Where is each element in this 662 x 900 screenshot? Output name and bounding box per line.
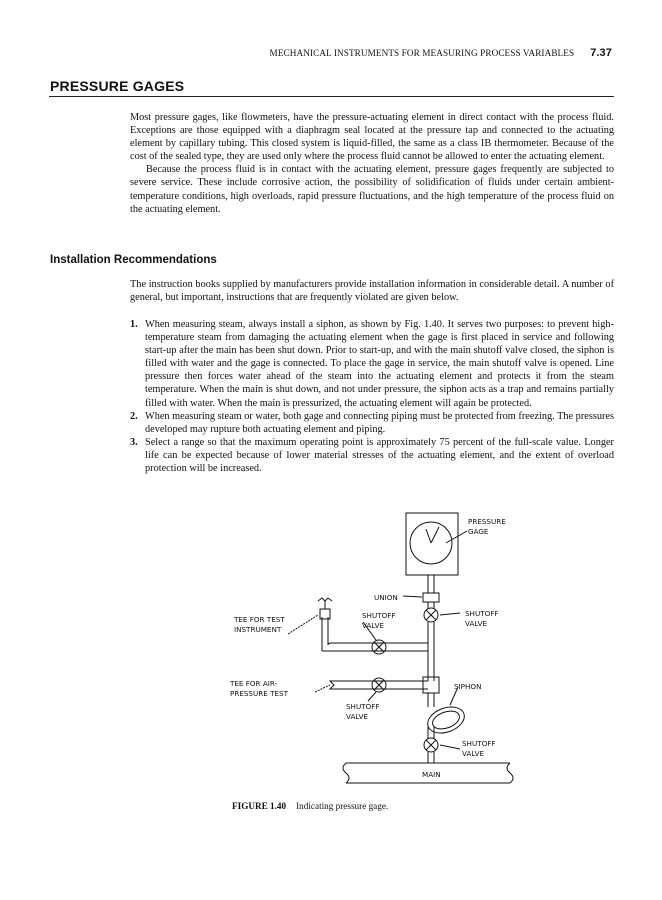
label-shutoff-low-2: VALVE	[346, 712, 369, 721]
label-shutoff-top-2: VALVE	[465, 619, 488, 628]
paragraph: The instruction books supplied by manufacturers provide installation information in considerable detail. A number of general, but important, instructions that are frequently violated are given below.	[130, 279, 614, 304]
section-title: PRESSURE GAGES	[50, 78, 185, 94]
paragraph: Most pressure gages, like flowmeters, have the pressure-actuating element in direct contact with the process fluid. Exceptions are those equipped with a diaphragm seal located at the pressure tap and connected to the actuating element by capillary tubing. This closed system is liquid-filled, the same as a class IB thermometer. Because of the cost of the sealed type, they are used only where the process fluid cannot be allowed to enter the actuating element.	[130, 112, 614, 163]
air-test-tee	[330, 681, 342, 689]
page-number: 7.37	[590, 47, 612, 59]
list-text: When measuring steam or water, both gage and connecting piping must be protected from freezing. The pressures developed may rupture both actuating element and piping.	[145, 410, 614, 435]
label-shutoff-low-1: SHUTOFF	[346, 702, 380, 711]
siphon-loop	[424, 702, 468, 738]
running-head	[0, 47, 612, 59]
subsection-title: Installation Recommendations	[50, 254, 217, 266]
list-text: Select a range so that the maximum operating point is approximately 75 percent of the full-scale value. Longer life can be expected because of lower material stresses of the actuating element, and the extent of overload protection will be increased.	[145, 436, 614, 475]
list-text: When measuring steam, always install a siphon, as shown by Fig. 1.40. It serves two purposes: to prevent high-temperature steam from damaging the actuating element when the gage is first placed in service and following start-up after the main has been shut down. Prior to start-up, and with the main shutoff valve closed, the siphon is filled with water and the gage is connected. To place the gage in service, the main shutoff valve is opened. Line pressure then forces water ahead of the steam into the actuating element and protects it from the steam temperature. When the main is shut down, and not under pressure, the siphon acts as a trap and remains partially filled with water. When the main is pressurized, the actuating element will again be protected.	[145, 319, 614, 409]
section-rule	[49, 96, 614, 97]
list-number: 2.	[130, 410, 138, 422]
union-fitting	[423, 593, 439, 602]
caption-label: FIGURE 1.40	[232, 801, 287, 811]
label-pressure-gage-2: GAGE	[468, 527, 489, 536]
label-shutoff-bottom-2: VALVE	[462, 749, 485, 758]
list-item	[130, 436, 614, 475]
list-item	[130, 318, 614, 410]
label-tee-air-1: TEE FOR AIR-	[230, 679, 278, 688]
list-item	[130, 410, 614, 436]
section-body	[130, 111, 614, 216]
label-union: UNION	[374, 593, 398, 602]
label-siphon: SIPHON	[454, 682, 482, 691]
label-shutoff-mid-2: VALVE	[362, 621, 385, 630]
subsection-intro	[130, 278, 614, 304]
label-shutoff-bottom-1: SHUTOFF	[462, 739, 496, 748]
label-shutoff-mid-1: SHUTOFF	[362, 611, 396, 620]
label-tee-test-2: INSTRUMENT	[234, 625, 282, 634]
list-number: 3.	[130, 436, 138, 448]
label-main: MAIN	[422, 770, 441, 779]
list-number: 1.	[130, 319, 138, 330]
caption-text: Indicating pressure gage.	[296, 801, 389, 811]
label-shutoff-top-1: SHUTOFF	[465, 609, 499, 618]
installation-diagram	[218, 505, 528, 805]
recommendation-list	[130, 318, 614, 475]
label-tee-test-1: TEE FOR TEST	[234, 615, 285, 624]
label-tee-air-2: PRESSURE TEST	[230, 689, 288, 698]
label-pressure-gage-1: PRESSURE	[468, 517, 506, 526]
gage-needle-secondary	[431, 527, 439, 543]
running-head-title: MECHANICAL INSTRUMENTS FOR MEASURING PROCESS VARIABLES	[269, 48, 575, 58]
figure-pressure-gage-installation	[218, 505, 528, 805]
gage-needle	[426, 529, 431, 543]
leader-union	[403, 596, 422, 597]
figure-caption	[232, 801, 388, 811]
paragraph: Because the process fluid is in contact with the actuating element, pressure gages frequently are subjected to severe service. These include corrosive action, the possibility of solidification of fluids under certain ambient-temperature conditions, high overloads, rapid pressure fluctuations, and the high temperature of the process fluid on the actuating element.	[130, 164, 614, 215]
